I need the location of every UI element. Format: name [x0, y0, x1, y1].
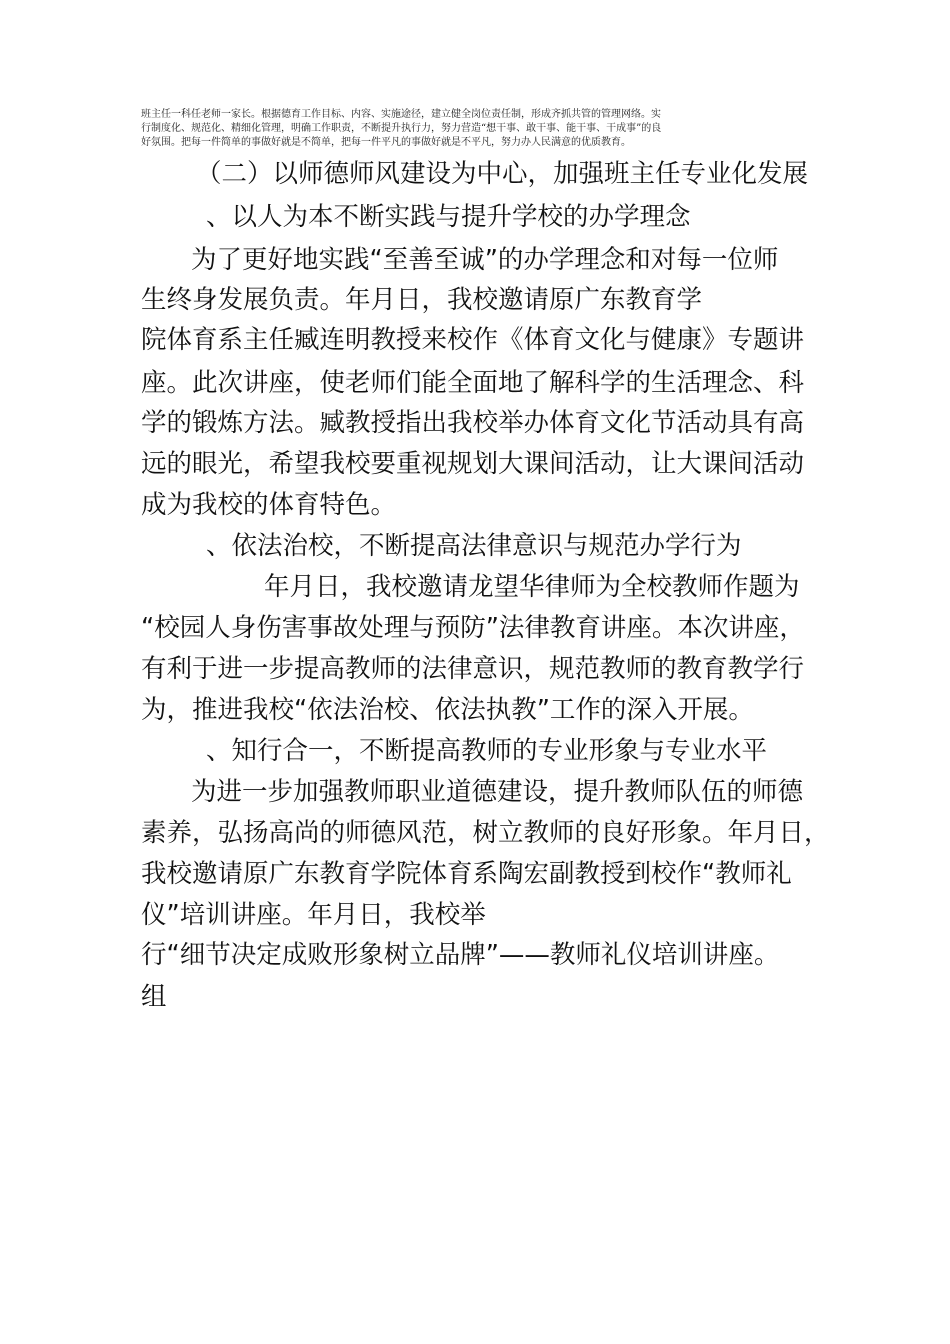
- subsection-heading-1: 、以人为本不断实践与提升学校的办学理念: [206, 202, 691, 232]
- body-line: “校园人身伤害事故处理与预防”法律教育讲座。本次讲座，: [141, 613, 805, 643]
- intro-paragraph: 班主任一科任老师一家长。根据德育工作目标、内容、实施途径，建立健全岗位责任制，形成齐抓共管的管理网络。实 行制度化、规范化、精细化管理，明确工作职责，不断提升执行力，努力营造“想干事、敢干事、能干事、干成事”的良 好氛围。把每一件简单的事做好就是不简单，把每一件平凡的事做好就是不平凡，努力办人民满意的优质教育。: [141, 109, 662, 148]
- body-line: 为进一步加强教师职业道德建设，提升教师队伍的师德: [191, 777, 804, 807]
- body-line: 远的眼光，希望我校要重视规划大课间活动，让大课间活动: [141, 449, 805, 479]
- body-line: 座。此次讲座，使老师们能全面地了解科学的生活理念、科: [141, 368, 805, 398]
- body-line: 年月日，我校邀请龙望华律师为全校教师作题为: [264, 572, 800, 602]
- body-line: 为了更好地实践“至善至诚”的办学理念和对每一位师: [191, 245, 779, 275]
- body-line: 为，推进我校“依法治校、依法执教”工作的深入开展。: [141, 695, 754, 725]
- body-line: 有利于进一步提高教师的法律意识，规范教师的教育教学行: [141, 654, 805, 684]
- body-line: 成为我校的体育特色。: [141, 490, 397, 520]
- body-line: 学的锻炼方法。臧教授指出我校举办体育文化节活动具有高: [141, 408, 805, 438]
- body-line: 仪”培训讲座。年月日，我校举: [141, 900, 486, 930]
- body-line: 生终身发展负责。年月日，我校邀请原广东教育学: [141, 285, 703, 315]
- section-heading: （二）以师德师风建设为中心，加强班主任专业化发展: [196, 159, 809, 189]
- body-line: 院体育系主任臧连明教授来校作《体育文化与健康》专题讲: [141, 325, 805, 355]
- subsection-heading-2: 、依法治校，不断提高法律意识与规范办学行为: [206, 531, 742, 561]
- body-line: 素养，弘扬高尚的师德风范，树立教师的良好形象。年月日，: [141, 818, 830, 848]
- body-line: 组: [141, 982, 167, 1012]
- subsection-heading-3: 、知行合一，不断提高教师的专业形象与专业水平: [206, 736, 768, 766]
- body-line: 行“细节决定成败形象树立品牌”——教师礼仪培训讲座。: [141, 940, 780, 970]
- body-line: 我校邀请原广东教育学院体育系陶宏副教授到校作“教师礼: [141, 859, 792, 889]
